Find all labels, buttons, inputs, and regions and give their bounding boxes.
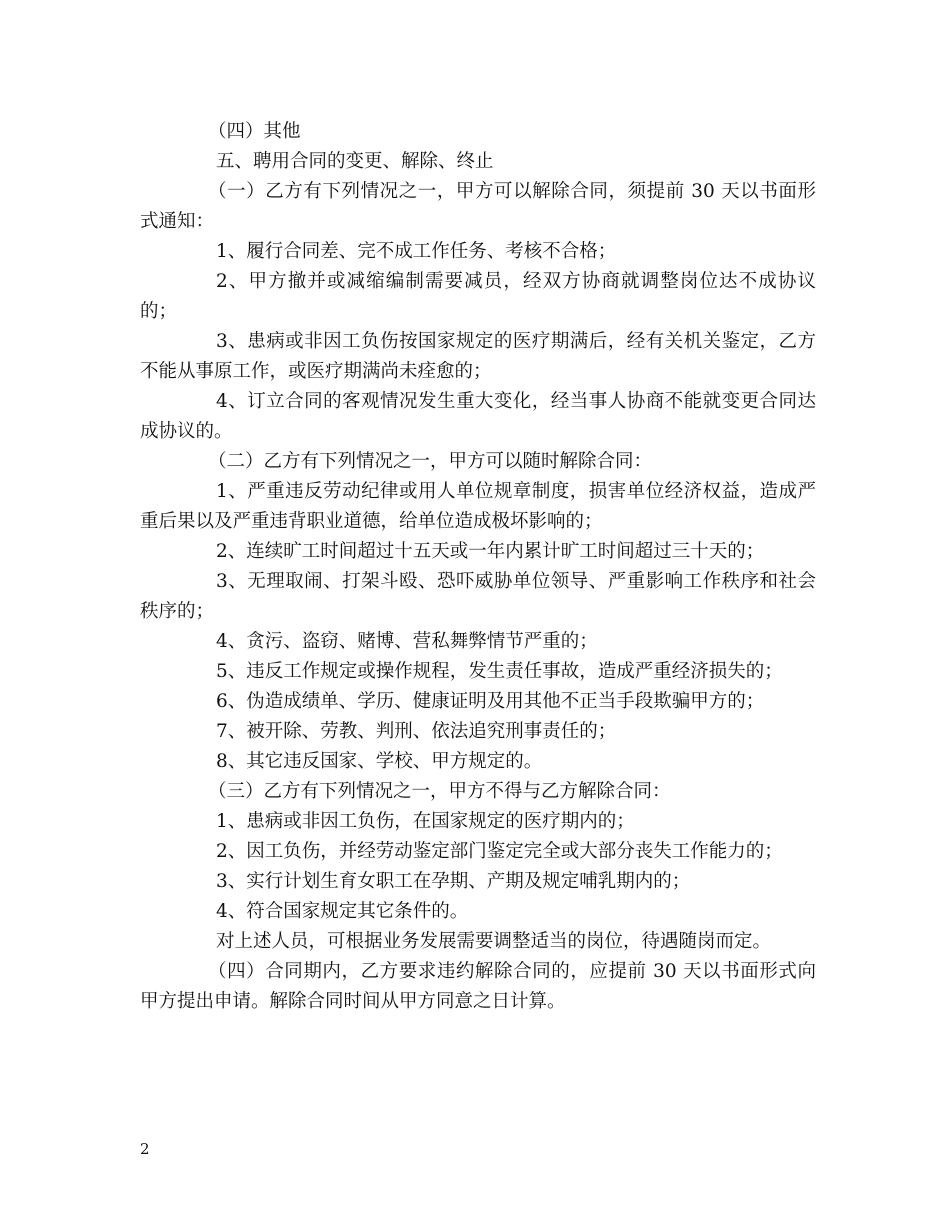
paragraph: 8、其它违反国家、学校、甲方规定的。 — [216, 751, 543, 772]
paragraph: 7、被开除、劳教、判刑、依法追究刑事责任的； — [216, 721, 617, 742]
paragraph: （二）乙方有下列情况之一，甲方可以随时解除合同： — [208, 451, 653, 472]
paragraph: 3、实行计划生育女职工在孕期、产期及规定哺乳期内的； — [216, 871, 691, 892]
paragraph: 1、严重违反劳动纪律或用人单位规章制度，损害单位经济权益，造成严重后果以及严重违背职业道德，给单位造成极坏影响的； — [140, 481, 816, 532]
paragraph: 五、聘用合同的变更、解除、终止 — [216, 151, 494, 172]
paragraph: 3、无理取闹、打架斗殴、恐吓威胁单位领导、严重影响工作秩序和社会秩序的； — [140, 571, 816, 622]
paragraph: （三）乙方有下列情况之一，甲方不得与乙方解除合同： — [208, 781, 671, 802]
paragraph: 1、履行合同差、完不成工作任务、考核不合格； — [216, 241, 617, 262]
paragraph: （四）其他 — [208, 121, 301, 142]
paragraph: 5、违反工作规定或操作规程，发生责任事故，造成严重经济损失的； — [216, 661, 783, 682]
paragraph: 2、连续旷工时间超过十五天或一年内累计旷工时间超过三十天的； — [216, 541, 765, 562]
paragraph: 4、符合国家规定其它条件的。 — [216, 901, 469, 922]
paragraph: 2、因工负伤，并经劳动鉴定部门鉴定完全或大部分丧失工作能力的； — [216, 841, 783, 862]
paragraph: （四）合同期内，乙方要求违约解除合同的，应提前 30 天以书面形式向甲方提出申请。解除合同时间从甲方同意之日计算。 — [140, 961, 816, 1012]
paragraph: 3、患病或非因工负伤按国家规定的医疗期满后，经有关机关鉴定，乙方不能从事原工作，或医疗期满尚未痊愈的； — [140, 331, 816, 382]
paragraph: 对上述人员，可根据业务发展需要调整适当的岗位，待遇随岗而定。 — [216, 931, 772, 952]
paragraph: 4、订立合同的客观情况发生重大变化，经当事人协商不能就变更合同达成协议的。 — [140, 391, 816, 442]
paragraph: （一）乙方有下列情况之一，甲方可以解除合同，须提前 30 天以书面形式通知： — [140, 181, 816, 232]
page-number: 2 — [140, 1140, 150, 1158]
document-body — [140, 117, 816, 1017]
paragraph: 2、甲方撤并或减缩编制需要减员，经双方协商就调整岗位达不成协议的； — [140, 271, 816, 322]
paragraph: 4、贪污、盗窃、赌博、营私舞弊情节严重的； — [216, 631, 598, 652]
paragraph: 1、患病或非因工负伤，在国家规定的医疗期内的； — [216, 811, 635, 832]
paragraph: 6、伪造成绩单、学历、健康证明及用其他不正当手段欺骗甲方的； — [216, 691, 765, 712]
